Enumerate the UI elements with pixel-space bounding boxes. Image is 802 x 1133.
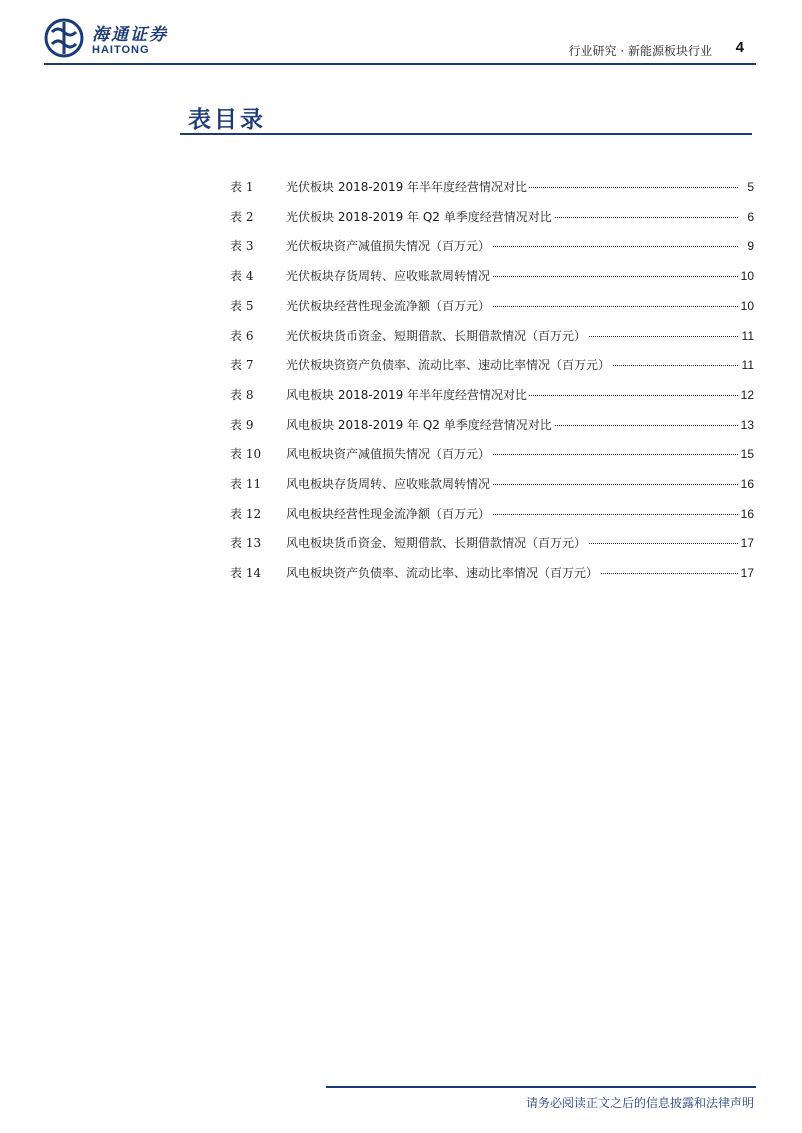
toc-entry-page[interactable]: 16: [740, 477, 754, 491]
brand-logo: [44, 14, 194, 60]
toc-entry-page[interactable]: 9: [747, 239, 754, 254]
toc-entry[interactable]: [230, 238, 754, 254]
toc-entry-title[interactable]: 光伏板块存货周转、应收账款周转情况: [286, 269, 491, 284]
toc-entry-page[interactable]: 17: [740, 566, 754, 581]
toc-entry[interactable]: [230, 209, 754, 225]
toc-entry-label: 表 11: [230, 477, 262, 491]
toc-entry-label: 表 13: [230, 536, 262, 551]
page-number: 4: [735, 39, 744, 56]
brand-name-en: HAITONG: [92, 44, 150, 56]
toc-entry-title[interactable]: 光伏板块资产减值损失情况（百万元）: [286, 239, 491, 254]
toc-entry-title[interactable]: 光伏板块 2018-2019 年半年度经营情况对比: [286, 180, 528, 194]
header-breadcrumb: 行业研究 · 新能源板块行业: [568, 44, 712, 58]
toc-entry-title[interactable]: 光伏板块资资产负债率、流动比率、速动比率情况（百万元）: [286, 358, 611, 373]
toc-entry[interactable]: [230, 535, 754, 551]
toc-entry[interactable]: [230, 565, 754, 581]
title-divider: [180, 133, 752, 135]
toc-entry-page[interactable]: 10: [740, 269, 754, 284]
toc-entry[interactable]: [230, 298, 754, 314]
toc-entry-title[interactable]: 风电板块 2018-2019 年半年度经营情况对比: [286, 387, 528, 402]
toc-entry-title[interactable]: 风电板块资产负债率、流动比率、速动比率情况（百万元）: [286, 566, 599, 581]
toc-entry-page[interactable]: 10: [740, 298, 754, 313]
toc-entry-title[interactable]: 光伏板块经营性现金流净额（百万元）: [286, 298, 491, 313]
toc-entry-page[interactable]: 12: [740, 387, 754, 402]
toc-entry-page[interactable]: 11: [741, 358, 754, 373]
toc-entry-title[interactable]: 风电板块 2018-2019 年 Q2 单季度经营情况对比: [286, 417, 552, 432]
toc-entry-label: 表 7: [230, 358, 254, 373]
toc-entry-label: 表 5: [230, 298, 254, 313]
toc-entry-label: 表 1: [230, 180, 254, 194]
toc-entry-page[interactable]: 13: [740, 417, 754, 432]
toc-entry[interactable]: [230, 387, 754, 403]
toc-entry-title[interactable]: 光伏板块货币资金、短期借款、长期借款情况（百万元）: [286, 328, 587, 343]
toc-entry-title[interactable]: 风电板块资产减值损失情况（百万元）: [286, 447, 491, 462]
toc-entry[interactable]: [230, 268, 754, 284]
footer-disclaimer: 请务必阅读正文之后的信息披露和法律声明: [525, 1096, 754, 1110]
toc-entry-page[interactable]: 6: [747, 209, 754, 224]
toc-entry-label: 表 12: [230, 506, 262, 521]
toc-entry-page[interactable]: 16: [740, 506, 754, 521]
toc-entry[interactable]: [230, 476, 754, 492]
toc-entry-page[interactable]: 15: [740, 447, 754, 462]
toc-entry-label: 表 10: [230, 447, 262, 462]
toc-entry-page[interactable]: 5: [747, 180, 754, 194]
toc-entry[interactable]: [230, 179, 754, 195]
toc-entry[interactable]: [230, 417, 754, 433]
toc-entry-label: 表 6: [230, 328, 254, 343]
toc-entry[interactable]: [230, 328, 754, 344]
toc-entry-label: 表 14: [230, 566, 262, 581]
toc-entry[interactable]: [230, 357, 754, 373]
header-divider: [44, 63, 756, 65]
toc-entry-label: 表 2: [230, 209, 254, 224]
toc-entry-title[interactable]: 风电板块存货周转、应收账款周转情况: [286, 477, 491, 491]
toc-entry-label: 表 4: [230, 269, 254, 284]
toc-entry-label: 表 8: [230, 387, 254, 402]
toc-entry[interactable]: [230, 506, 754, 522]
toc-entry[interactable]: [230, 446, 754, 462]
toc-entry-label: 表 9: [230, 417, 254, 432]
brand-name-cn: 海通证券: [92, 25, 168, 45]
footer-divider: [326, 1086, 756, 1088]
toc-entry-title[interactable]: 风电板块经营性现金流净额（百万元）: [286, 506, 491, 521]
toc-entry-title[interactable]: 光伏板块 2018-2019 年 Q2 单季度经营情况对比: [286, 209, 552, 224]
toc-entry-label: 表 3: [230, 239, 254, 254]
toc-entry-title[interactable]: 风电板块货币资金、短期借款、长期借款情况（百万元）: [286, 536, 587, 551]
haitong-logo-icon: [44, 18, 84, 58]
toc-entry-page[interactable]: 11: [741, 328, 754, 343]
toc-entry-page[interactable]: 17: [740, 536, 754, 551]
section-title: 表目录: [188, 106, 266, 133]
